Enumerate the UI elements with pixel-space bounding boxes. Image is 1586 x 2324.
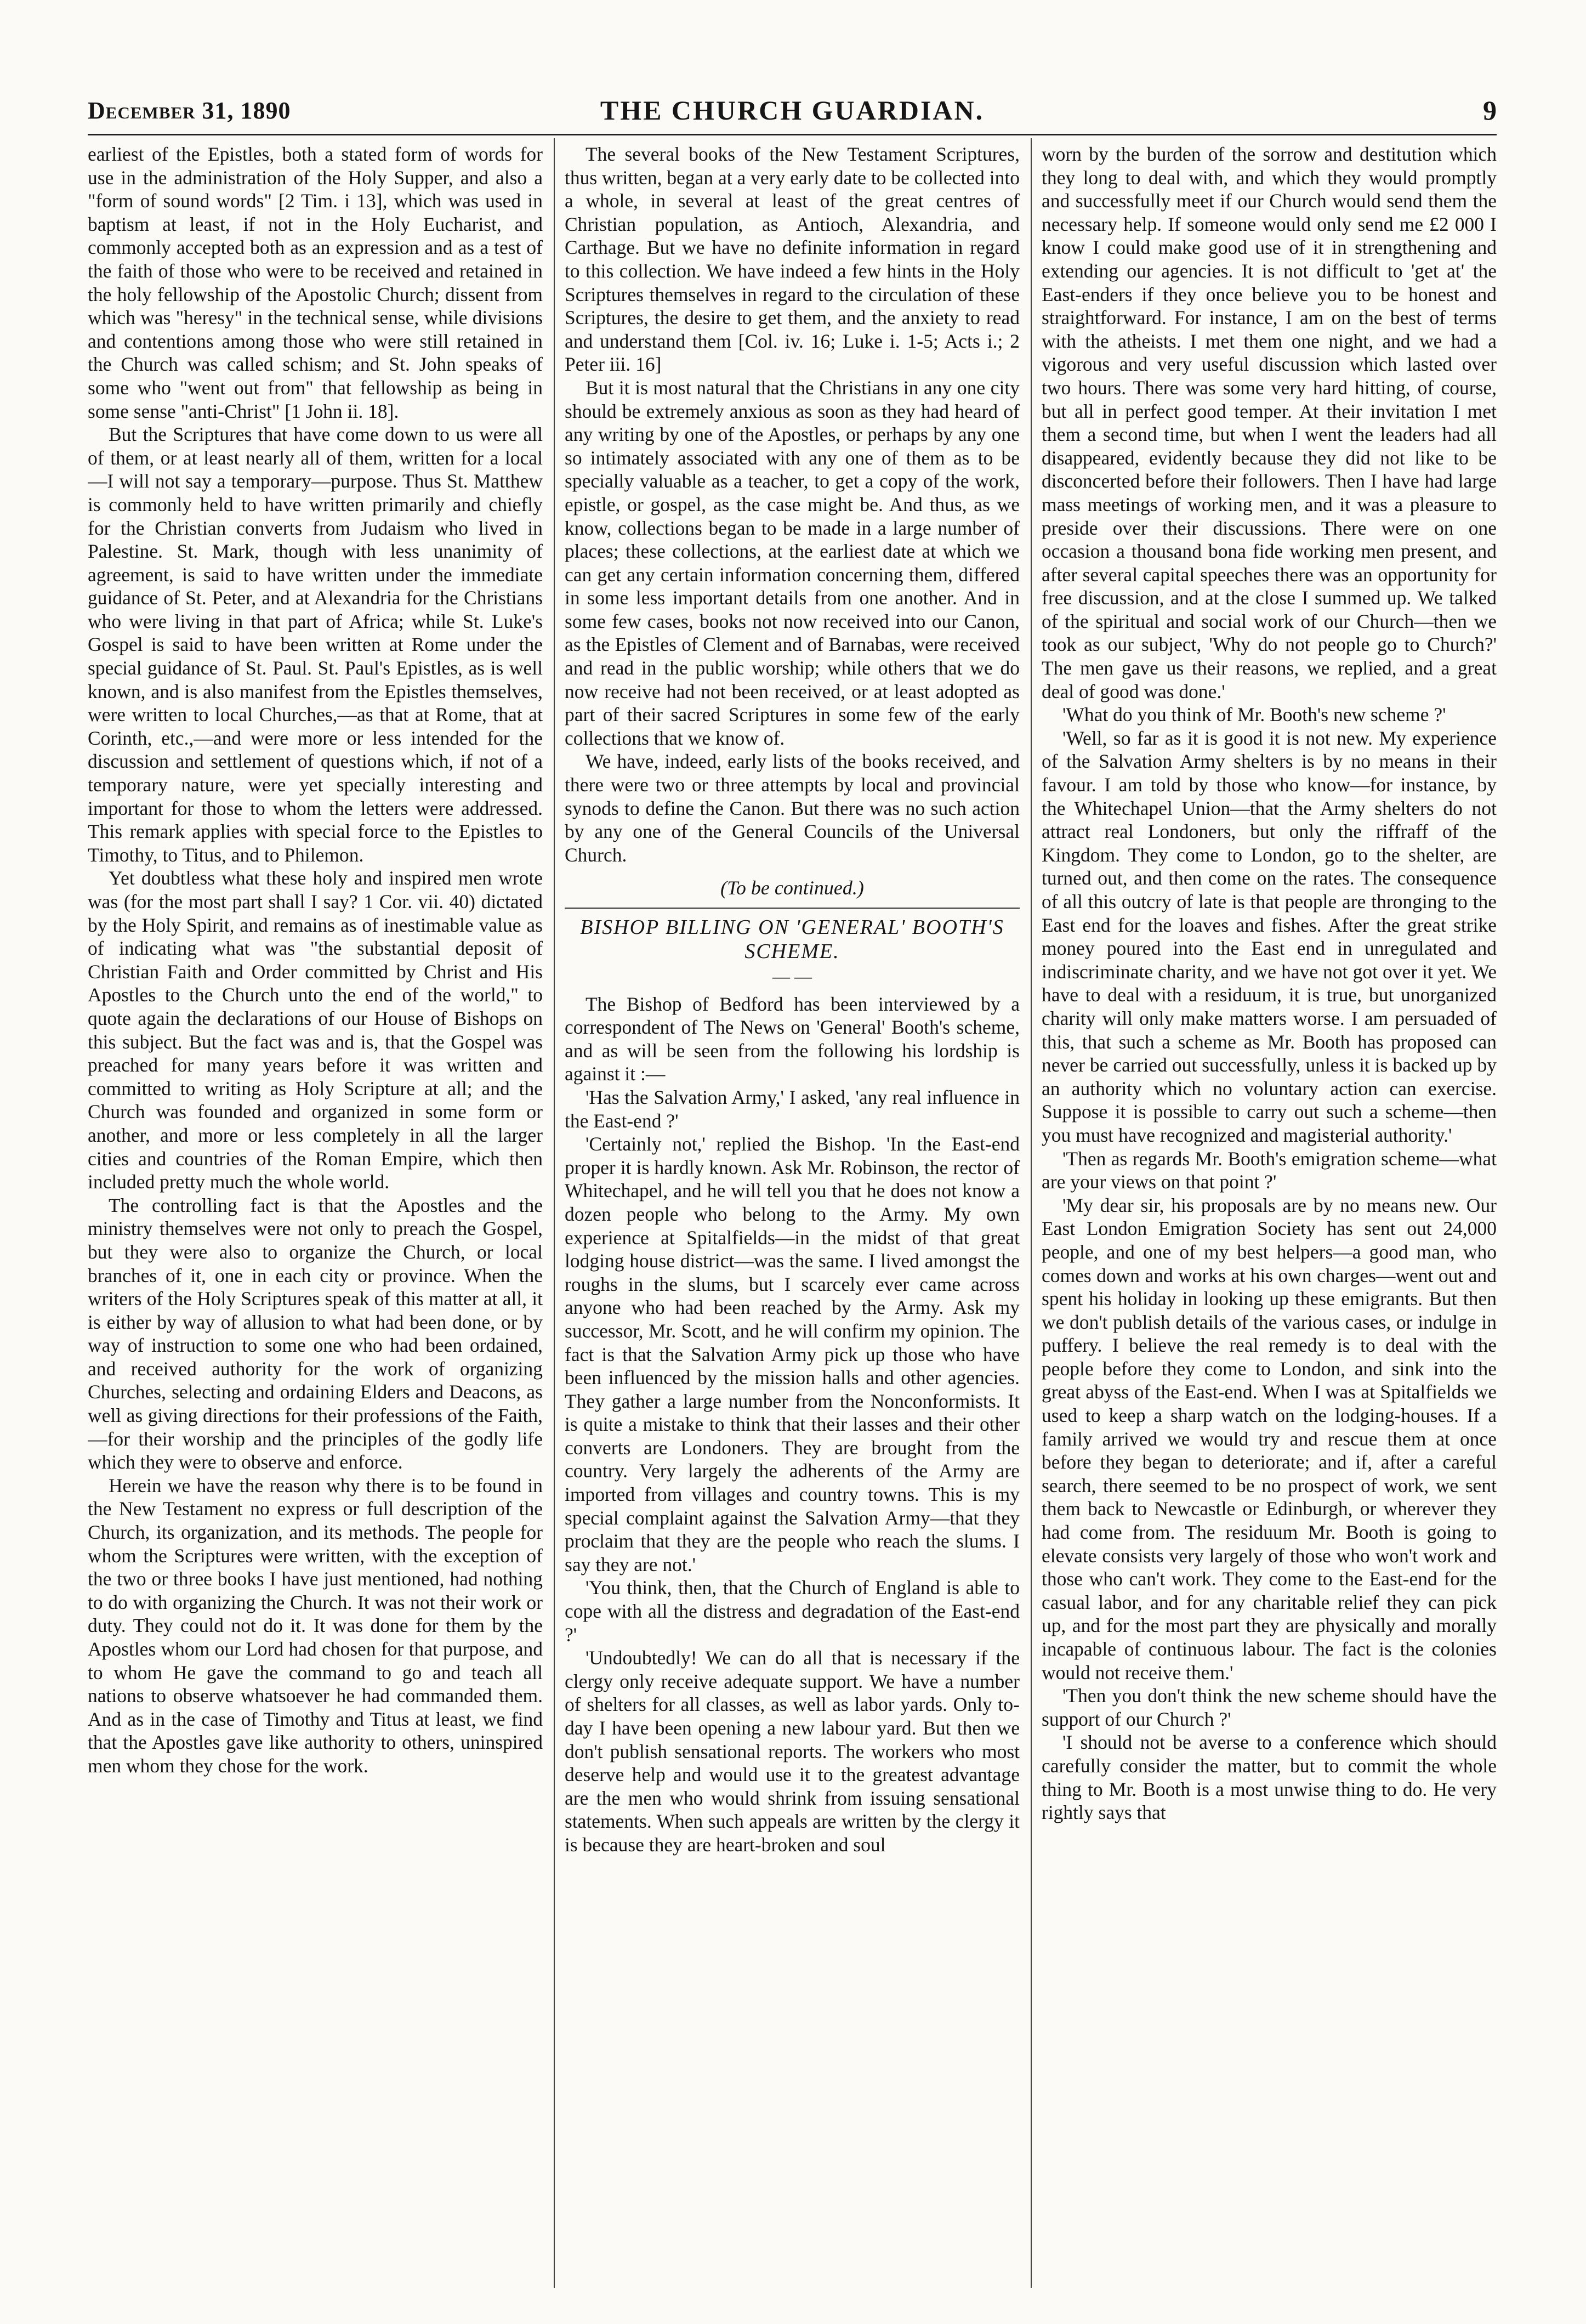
issue-date: December 31, 1890 bbox=[88, 97, 291, 124]
headline-separator: — — bbox=[772, 966, 812, 986]
column-1 bbox=[88, 143, 543, 2298]
paragraph: But it is most natural that the Christians in any one city should be extremely anxious as soon as they had heard of any writing by one of the Apostles, or perhaps by any one so intimately associated with any one of them as to be specially valuable as a teacher, to get a copy of the work, epistle, or gospel, as the case might be. And thus, as we know, collections began to be made in a large number of places; these collections, at the earliest date at which we can get any certain information concerning them, differed in some less important details from one another. And in some few cases, books not now received into our Canon, as the Epistles of Clement and of Barnabas, were received and read in the public worship; while others that we do now receive had not been received, or at least adopted as part of their sacred Scriptures in some few of the early collections that we know of. bbox=[565, 376, 1020, 749]
paragraph: 'What do you think of Mr. Booth's new scheme ?' bbox=[1062, 704, 1446, 726]
column-rule bbox=[554, 138, 555, 2288]
paragraph: But the Scriptures that have come down to us were all of them, or at least nearly all of them, written for a local—I will not say a temporary—purpose. Thus St. Matthew is commonly held to have written primarily and chiefly for the Christian converts from Judaism who lived in Palestine. St. Mark, though with less unanimity of agreement, is said to have written under the immediate guidance of St. Peter, and at Alexandria for the Christians who were living in that part of Africa; while St. Luke's Gospel is said to have been written at Rome under the special guidance of St. Paul. St. Paul's Epistles, as is well known, and is also manifest from the Epistles themselves, were written to local Churches,—as that at Rome, that at Corinth, etc.,—and were more or less intended for the discussion and settlement of questions which, if not of a temporary nature, were yet specially interesting and important for those to whom the letters were addressed. This remark applies with special force to the Epistles to Timothy, to Titus, and to Philemon. bbox=[88, 423, 543, 866]
paragraph: 'My dear sir, his proposals are by no means new. Our East London Emigration Society has sent out 24,000 people, and one of my best helpers—a good man, who comes down and works at his own charges—went out and spent his holiday in looking up these emigrants. But then we don't publish details of the various cases, or indulge in puffery. I believe the real remedy is to deal with the people before they come to London, and sink into the great abyss of the East-end. When I was at Spitalfields we used to keep a sharp watch on the lodging-houses. If a family arrived we would try and rescue them at once before they began to deteriorate; and if, after a careful search, there seemed to be no prospect of work, we sent them back to Newcastle or Edinburgh, or wherever they had come from. The residuum Mr. Booth is going to elevate consists very largely of those who won't work and those who can't work. They come to the East-end for the casual labor, and for any charitable relief they can pick up, and for the most part they are physically and morally incapable of continuous labour. The fact is the colonies would not receive them.' bbox=[1042, 1194, 1497, 1684]
to-be-continued: (To be continued.) bbox=[720, 877, 864, 899]
newspaper-title: THE CHURCH GUARDIAN. bbox=[600, 95, 985, 126]
paragraph: 'Then you don't think the new scheme should have the support of our Church ?' bbox=[1042, 1685, 1497, 1730]
paragraph: The controlling fact is that the Apostles and the ministry themselves were not only to preach the Gospel, but they were also to organize the Church, or local branches of it, one in each city or province. When the writers of the Holy Scriptures speak of this matter at all, it is either by way of allusion to what had been done, or by way of instruction to some one who had been ordained, and received authority for the work of organizing Churches, selecting and ordaining Elders and Deacons, as well as giving directions for their professions of the Faith,—for their worship and the principles of the godly life which they were to observe and enforce. bbox=[88, 1194, 543, 1473]
paragraph: We have, indeed, early lists of the books received, and there were two or three attempts by local and provincial synods to define the Canon. But there was no such action by any one of the General Councils of the Universal Church. bbox=[565, 750, 1020, 866]
paragraph: 'Has the Salvation Army,' I asked, 'any real influence in the East-end ?' bbox=[565, 1086, 1020, 1132]
page-number: 9 bbox=[1483, 95, 1497, 126]
paragraph: 'You think, then, that the Church of England is able to cope with all the distress and degradation of the East-end ?' bbox=[565, 1577, 1020, 1646]
paragraph: 'Undoubtedly! We can do all that is necessary if the clergy only receive adequate support. We have a number of shelters for all classes, as well as labor yards. Only to-day I have been opening a new labour yard. But then we don't publish sensational reports. The workers who most deserve help and would use it to the greatest advantage are the men who would shrink from issuing sensational statements. When such appeals are written by the clergy it is because they are heart-broken and soul bbox=[565, 1647, 1020, 1856]
article-headline: BISHOP BILLING ON 'GENERAL' BOOTH'S SCHEME. bbox=[580, 916, 1004, 963]
paragraph: 'Then as regards Mr. Booth's emigration scheme—what are your views on that point ?' bbox=[1042, 1147, 1497, 1193]
column-rule bbox=[1031, 138, 1032, 2288]
masthead bbox=[88, 92, 1497, 131]
column-3 bbox=[1042, 143, 1497, 2298]
paragraph: 'Certainly not,' replied the Bishop. 'In the East-end proper it is hardly known. Ask Mr. Robinson, the rector of Whitechapel, and he will tell you that he does not know a dozen people who belong to the Army. My own experience at Spitalfields—in the midst of that great lodging house district—was the same. I lived amongst the roughs in the slums, but I scarcely ever came across anyone who had been reached by the Army. Ask my successor, Mr. Scott, and he will confirm my opinion. The fact is that the Salvation Army pick up those who have been influenced by the mission halls and other agencies. They gather a large number from the Nonconformists. It is quite a mistake to think that their lasses and their other converts are Londoners. They are brought from the country. Very largely the adherents of the Army are imported from villages and country towns. This is my special complaint against the Salvation Army—that they proclaim that they are the people who reach the slums. I say they are not.' bbox=[565, 1133, 1020, 1575]
paragraph: The several books of the New Testament Scriptures, thus written, began at a very early date to be collected into a whole, in several at least of the great centres of Christian population, as Antioch, Alexandria, and Carthage. But we have no definite information in regard to this collection. We have indeed a few hints in the Holy Scriptures themselves in regard to the circulation of these Scriptures, the desire to get them, and the anxiety to read and understand them [Col. iv. 16; Luke i. 1-5; Acts i.; 2 Peter iii. 16] bbox=[565, 143, 1020, 376]
article-divider bbox=[565, 908, 1020, 909]
masthead-rule bbox=[88, 134, 1497, 135]
paragraph: earliest of the Epistles, both a stated form of words for use in the administration of the Holy Supper, and also a "form of sound words" [2 Tim. i 13], which was used in baptism at least, if not in the Holy Eucharist, and commonly accepted both as an expression and as a test of the faith of those who were to be received and retained in the holy fellowship of the Apostolic Church; dissent from which was "heresy" in the technical sense, while divisions and contentions among those who were still retained in the Church was called schism; and St. John speaks of some who "went out from" that fellowship as being in some sense "anti-Christ" [1 John ii. 18]. bbox=[88, 143, 543, 422]
paragraph: 'Well, so far as it is good it is not new. My experience of the Salvation Army shelters is by no means in their favour. I am told by those who know—for instance, by the Whitechapel Union—that the Army shelters do not attract real Londoners, but only the riffraff of the Kingdom. They come to London, go to the shelter, are turned out, and then come on the rates. The consequence of all this outcry of late is that people are thronging to the East end for the loaves and fishes. After the great strike money poured into the East end in unregulated and indiscriminate charity, and we have not got over it yet. We have to deal with a residuum, it is true, but unorganized charity will only make matters worse. I am persuaded of this, that such a scheme as Mr. Booth has proposed can never be carried out successfully, unless it is backed up by an authority which no voluntary action can exercise. Suppose it is possible to carry out such a scheme—then you must have recognized and magisterial authority.' bbox=[1042, 727, 1497, 1146]
paragraph: The Bishop of Bedford has been interviewed by a correspondent of The News on 'General' Booth's scheme, and as will be seen from the following his lordship is against it :— bbox=[565, 993, 1020, 1085]
paragraph: worn by the burden of the sorrow and destitution which they long to deal with, and which they would promptly and successfully meet if our Church would send them the necessary help. If someone would only send me £2 000 I know I could make good use of it in strengthening and extending our agencies. It is not difficult to 'get at' the East-enders if they once believe you to be honest and straightforward. For instance, I am on the best of terms with the atheists. I met them one night, and we had a vigorous and very useful discussion which lasted over two hours. There was some very hard hitting, of course, but all in perfect good temper. At their invitation I met them a second time, but when I went the leaders had all disappeared, evidently because they did not like to be disconcerted before their followers. Then I have had large mass meetings of working men, and it was a pleasure to preside over their discussions. There were on one occasion a thousand bona fide working men present, and after several capital speeches there was an opportunity for free discussion, and at the close I summed up. We talked of the spiritual and social work of our Church—then we took as our subject, 'Why do not people go to Church?' The men gave us their reasons, we replied, and a great deal of good was done.' bbox=[1042, 143, 1497, 702]
column-2 bbox=[565, 143, 1020, 2298]
paragraph: Herein we have the reason why there is to be found in the New Testament no express or full description of the Church, its organization, and its methods. The people for whom the Scriptures were written, with the exception of the two or three books I have just mentioned, had nothing to do with organizing the Church. It was not their work or duty. They could not do it. It was done for them by the Apostles whom our Lord had chosen for that purpose, and to whom He gave the command to go and teach all nations to observe whatsoever he had commanded them. And as in the case of Timothy and Titus at least, we find that the Apostles gave like authority to others, uninspired men whom they chose for the work. bbox=[88, 1474, 543, 1777]
paragraph: Yet doubtless what these holy and inspired men wrote was (for the most part shall I say? 1 Cor. vii. 40) dictated by the Holy Spirit, and remains as of inestimable value as of indicating what was "the substantial deposit of Christian Faith and Order committed by Christ and His Apostles to the Church unto the end of the world," to quote again the declarations of our House of Bishops on this subject. But the fact was and is, that the Gospel was preached for many years before it was written and committed to writing as Holy Scripture at all; and the Church was founded and organized in some form or another, and more or less completely in all the larger cities and countries of the Roman Empire, which then included pretty much the whole world. bbox=[88, 867, 543, 1193]
paragraph: 'I should not be averse to a conference which should carefully consider the matter, but to commit the whole thing to Mr. Booth is a most unwise thing to do. He very rightly says that bbox=[1042, 1731, 1497, 1824]
